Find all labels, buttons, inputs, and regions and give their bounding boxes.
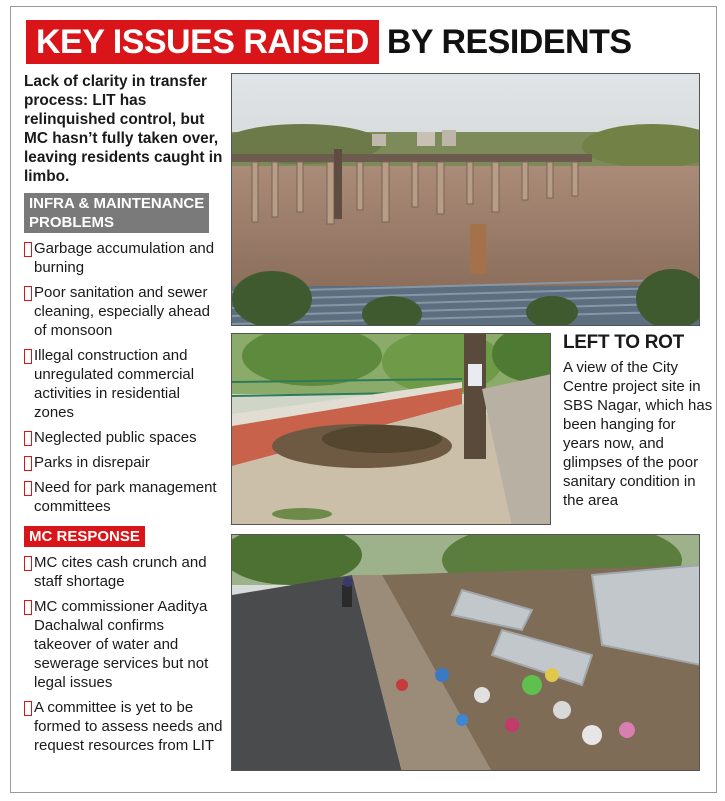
caption-title: LEFT TO ROT — [563, 332, 684, 353]
infra-item-text: Parks in disrepair — [34, 454, 150, 471]
bullet-box-icon — [24, 286, 32, 301]
infra-item-text: Need for park management committees — [34, 479, 217, 515]
infra-item-text: Garbage accumulation and burning — [34, 240, 215, 276]
infra-item — [24, 283, 224, 340]
intro-text: Lack of clarity in transfer process: LIT has relinquished control, but MC hasn’t fully taken over, leaving residents caught in limbo. — [24, 73, 223, 185]
infra-section-heading — [24, 193, 209, 233]
mc-item — [24, 597, 224, 692]
bullet-box-icon — [24, 431, 32, 446]
photo-sidewalk-debris — [231, 333, 551, 525]
mc-item — [24, 698, 224, 755]
headline — [26, 20, 632, 64]
mc-item — [24, 553, 224, 591]
bullet-box-icon — [24, 349, 32, 364]
infra-item — [24, 453, 224, 472]
bullet-box-icon — [24, 481, 32, 496]
caption-body: A view of the City Centre project site in SBS Nagar, which has been hanging for years now, and glimpses of the poor sanitary condition in the area — [563, 359, 713, 509]
infra-item-text: Illegal construction and unregulated commercial activities in residential zones — [34, 347, 195, 421]
left-column — [24, 72, 224, 761]
infra-item-text: Poor sanitation and sewer cleaning, especially ahead of monsoon — [34, 284, 210, 339]
sidewalk-debris-illustration — [232, 334, 551, 525]
headline-rest: BY RESIDENTS — [386, 23, 632, 61]
bullet-box-icon — [24, 242, 32, 257]
infra-item — [24, 239, 224, 277]
photo-roadside-garbage — [231, 534, 700, 771]
mc-item-text: MC cites cash crunch and staff shortage — [34, 554, 207, 590]
photo-caption — [563, 332, 713, 510]
infra-item — [24, 428, 224, 447]
roadside-garbage-illustration — [232, 535, 700, 771]
headline-highlight: KEY ISSUES RAISED — [26, 20, 379, 64]
infra-item — [24, 346, 224, 422]
mc-item-text: MC commissioner Aaditya Dachalwal confirms takeover of water and sewerage services but not legal issues — [34, 598, 209, 691]
mc-item-text: A committee is yet to be formed to assess needs and request resources from LIT — [34, 699, 223, 754]
bullet-box-icon — [24, 456, 32, 471]
infra-item — [24, 478, 224, 516]
infra-heading-line2: PROBLEMS — [29, 214, 115, 231]
mc-section-heading: MC RESPONSE — [24, 526, 145, 547]
city-centre-site-illustration — [232, 74, 700, 326]
bullet-box-icon — [24, 600, 32, 615]
infra-heading-line1: INFRA & MAINTENANCE — [29, 195, 205, 212]
infra-item-text: Neglected public spaces — [34, 429, 197, 446]
photo-city-centre-site — [231, 73, 700, 326]
bullet-box-icon — [24, 556, 32, 571]
bullet-box-icon — [24, 701, 32, 716]
